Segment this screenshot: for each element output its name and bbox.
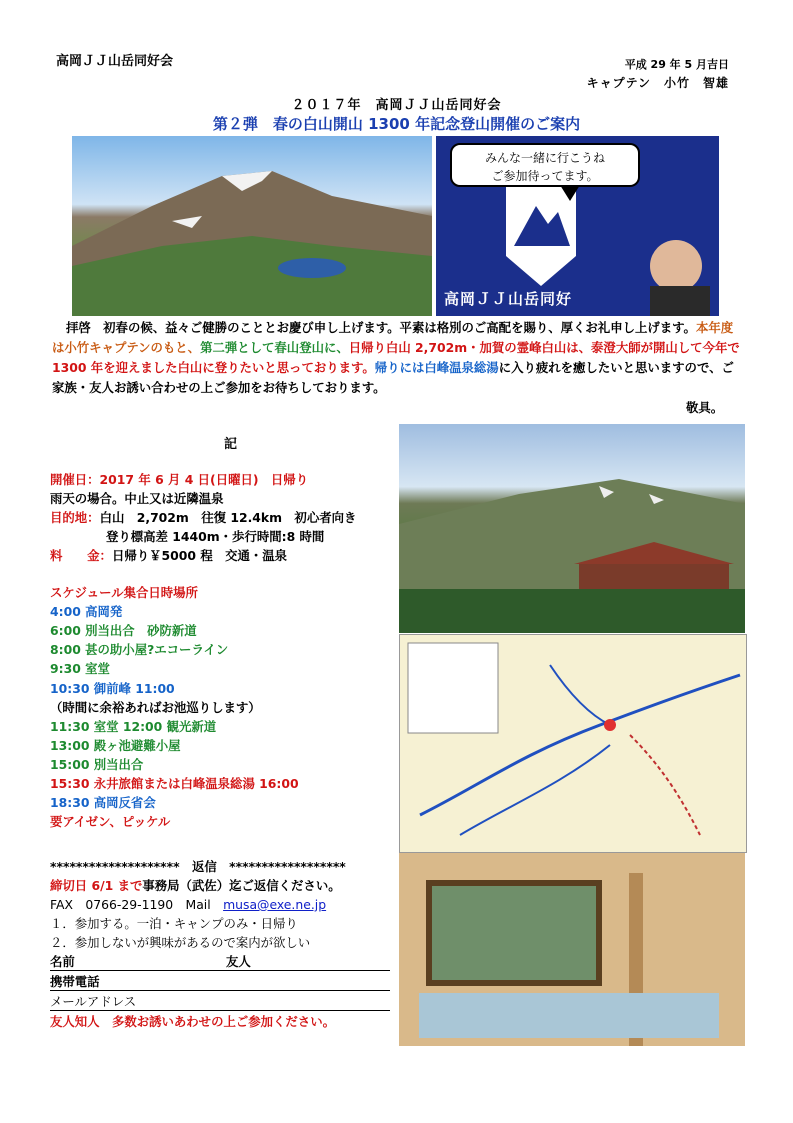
- elevation: 登り標高差 1440m・歩行時間:8 時間: [106, 529, 325, 544]
- intro-captain: 本年度は小竹キャプテンのもと、: [52, 320, 734, 355]
- intro-hakusan: 日帰り白山 2,702m・加賀の霊峰白山は、泰澄大師が開山して今年で 1300 年を迎えました白山に登りたいと思っております。: [52, 340, 740, 375]
- destination: [50, 508, 356, 526]
- invite-note: 友人知人 多数お誘いあわせの上ご参加ください。: [50, 1014, 335, 1029]
- mountain-hut-photo: [399, 424, 745, 633]
- captain-name: キャプテン 小竹 智雄: [586, 76, 729, 90]
- document-title: 第２弾 春の白山開山 1300 年記念登山開催のご案内: [212, 115, 581, 133]
- reply-option-2: ２．参加しないが興味があるので案内が欲しい: [50, 935, 311, 950]
- reply-separator: ******************** 返信 ******************: [50, 859, 346, 874]
- fee-label: 料 金：: [50, 548, 112, 563]
- schedule-item: 6:00 別当出合 砂防新道: [50, 623, 197, 638]
- speech-bubble-tail: [560, 185, 580, 201]
- intro-invite: に入り疲れを癒したいと思いますので、ご家族・友人お誘い合わせの上ご参加をお待ちしております。: [52, 360, 734, 395]
- intro-paragraph: [52, 318, 742, 398]
- trail-map-illustration: [400, 635, 746, 852]
- bath-illustration: [399, 853, 745, 1046]
- reply-deadline: [50, 876, 341, 894]
- intro-onsen: 帰りには白峰温泉総湯: [374, 360, 499, 375]
- intro-greeting: 拝啓 初春の候、益々ご健勝のこととお慶び申し上げます。平素は格別のご高配を賜り、厚くお礼申し上げます。: [66, 320, 696, 335]
- form-line: [50, 970, 390, 971]
- schedule-item: 18:30 高岡反省会: [50, 795, 156, 810]
- form-line: [50, 990, 390, 991]
- mountain-photo: [72, 136, 432, 316]
- schedule-item: 15:30 永井旅館または白峰温泉総湯 16:00: [50, 776, 299, 791]
- closing-word: 敬具。: [686, 400, 724, 415]
- organization-name: 高岡ＪＪ山岳同好会: [56, 54, 174, 69]
- equipment-note: 要アイゼン、ピッケル: [50, 814, 171, 829]
- name-label: 名前: [50, 954, 75, 969]
- email-link[interactable]: musa@exe.ne.jp: [223, 897, 327, 912]
- contact-line: [50, 895, 326, 913]
- phone-label: 携帯電話: [50, 974, 100, 989]
- schedule-note: （時間に余裕あればお池巡りします）: [50, 700, 261, 715]
- schedule-item: 9:30 室堂: [50, 661, 110, 676]
- form-line: [50, 1010, 390, 1011]
- hut-illustration: [399, 424, 745, 633]
- trail-map-image: [399, 634, 747, 853]
- section-marker: 記: [224, 437, 238, 452]
- speech-line-2: ご参加待ってます。: [491, 169, 599, 183]
- deadline-date: 締切日 6/1 まで: [50, 878, 143, 893]
- fee-value: 日帰り￥5000 程 交通・温泉: [111, 548, 288, 563]
- deadline-text: 事務局（武佐）迄ご返信ください。: [142, 878, 341, 893]
- schedule-title: スケジュール集合日時場所: [50, 585, 198, 600]
- schedule-item: 10:30 御前峰 11:00: [50, 681, 175, 696]
- schedule-item: 4:00 高岡発: [50, 604, 123, 619]
- issue-date: 平成 29 年 5 月吉日: [624, 58, 729, 71]
- flag-text: 高岡ＪＪ山岳同好: [444, 290, 573, 308]
- event-date: 開催日：2017 年 6 月 4 日(日曜日) 日帰り: [50, 472, 309, 487]
- schedule-item: 13:00 殿ヶ池避難小屋: [50, 738, 181, 753]
- schedule-item: 8:00 甚の助小屋?エコーライン: [50, 642, 229, 657]
- intro-second: 第二弾として春山登山に、: [200, 340, 349, 355]
- onsen-bath-photo: [399, 853, 745, 1046]
- destination-value: 白山 2,702m 往復 12.4km 初心者向き: [99, 510, 357, 525]
- destination-label: 目的地：: [50, 510, 100, 525]
- fee: [50, 546, 287, 564]
- schedule-item: 11:30 室堂 12:00 観光新道: [50, 719, 217, 734]
- mountain-illustration: [72, 136, 432, 316]
- document-heading: ２０１７年 高岡ＪＪ山岳同好会: [291, 98, 502, 113]
- email-label: メールアドレス: [50, 994, 137, 1009]
- schedule-item: 15:00 別当出合: [50, 757, 144, 772]
- fax-number: FAX 0766-29-1190 Mail: [50, 897, 224, 912]
- reply-option-1: １．参加する。一泊・キャンプのみ・日帰り: [50, 916, 298, 931]
- speech-bubble: [450, 143, 640, 187]
- friend-label: 友人: [226, 954, 251, 969]
- rain-note: 雨天の場合。中止又は近隣温泉: [50, 491, 224, 506]
- speech-line-1: みんな一緒に行こうね: [484, 151, 605, 165]
